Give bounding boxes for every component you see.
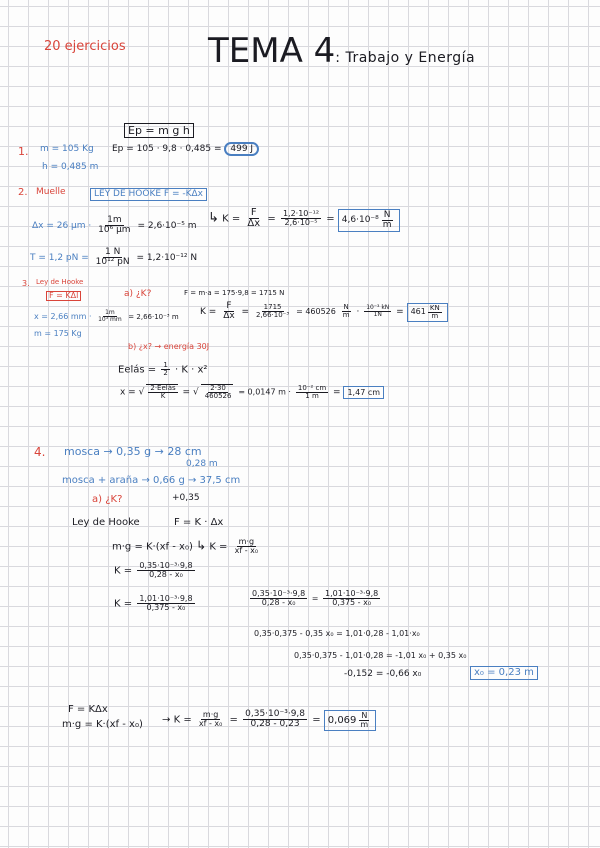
ex2-k-eq2: = — [326, 213, 335, 225]
ex3-law-box: F = KΔl — [46, 291, 81, 301]
ex3-e-half-num: 1 — [163, 361, 168, 369]
ex3-x2-root2 — [201, 384, 234, 400]
ex4-mosca-arana: mosca + araña → 0,66 g → 37,5 cm — [62, 475, 241, 486]
ex2-k-v-num: 1,2·10⁻¹² — [282, 209, 320, 218]
final-result: 0,069 — [327, 714, 357, 726]
ex4-number: 4. — [34, 445, 46, 459]
final-res-unit-num: N — [361, 711, 368, 720]
ex1-number: 1. — [18, 145, 29, 158]
ex3-x-calculation: x = √ $\frac{\text{2·Eelás}}{K}$ = √ $\frac{2\cdot 30}{460526}$ = 0,0147 m · $\frac{\text{10⁻² cm}}{1 m}$ = 1,47 cm — [120, 384, 384, 400]
ex2-T-num: 1 N — [104, 247, 121, 257]
final-line1: F = KΔx — [68, 704, 108, 715]
ex2-k-eq1: = — [267, 213, 276, 225]
ex4-eq1-k-num: m·g — [238, 537, 255, 546]
ex4-hooke-label: Ley de Hooke — [72, 517, 140, 528]
ex3-x-lhs: x = 2,66 mm · — [34, 312, 92, 321]
ex3-x2-sq2-num: 2·30 — [210, 384, 226, 392]
ex4-eq1-lhs: m·g = K·(xf - x₀) — [112, 541, 193, 553]
ex2-k-f-den: Δx — [247, 218, 261, 229]
ex3-x-result: = 2,66·10⁻³ m — [128, 313, 179, 321]
ex4-sys-l-num: 0,35·10⁻³·9,8 — [252, 589, 306, 598]
ex3-x2-result: 1,47 cm — [343, 386, 384, 399]
ex2-k-unit — [381, 211, 394, 230]
ex2-dx-lhs: Δx = 26 μm · — [32, 221, 92, 231]
ex2-T-den: 10¹² pN — [95, 257, 130, 267]
final-k-den: xf - x₀ — [198, 719, 223, 728]
ex2-dx-num: 1m — [107, 215, 122, 225]
final-k-values — [243, 710, 307, 729]
ex2-k-lhs: K = — [222, 213, 241, 225]
final-result-unit — [358, 712, 370, 729]
ex3-x2-sq2-den: 460526 — [204, 392, 232, 400]
ex3-x2-sq1-num: 2·Eelás — [150, 384, 176, 392]
ex2-dx-result: = 2,6·10⁻⁵ m — [137, 221, 197, 231]
ex4-eq2-den: 0,28 - x₀ — [149, 570, 183, 579]
ex2-arrow: ↳ — [208, 210, 219, 226]
ex3-x2-eq: = — [182, 387, 191, 398]
ex4-difference: +0,35 — [172, 493, 200, 503]
ex2-k-calculation — [208, 208, 400, 232]
ex3-x-factor — [96, 310, 124, 323]
ex3-x2-sq1-den: K — [160, 392, 166, 400]
ex2-dx-factor — [96, 216, 132, 235]
ex4-question-a: a) ¿K? — [92, 494, 123, 505]
ex3-x2-mid: = 0,0147 m · — [238, 387, 291, 397]
ex3-k-result-unit — [428, 305, 442, 320]
ex2-k-unit-num: N — [383, 209, 391, 220]
ex4-sys-r-num: 1,01·10⁻³·9,8 — [325, 589, 379, 598]
ex3-e-half — [161, 362, 169, 377]
ex3-k-conv-den: 1N — [373, 311, 382, 318]
ex4-mosca: mosca → 0,35 g → 28 cm — [64, 445, 202, 458]
ex2-k-f-num: F — [250, 207, 257, 218]
ex4-eq1-arrow: ↳ — [196, 538, 207, 553]
ex3-x-den: 10³ mm — [98, 316, 122, 323]
ex4-hooke-law: F = K · Δx — [174, 517, 224, 528]
ex3-k-conversion — [364, 305, 391, 318]
ex3-e-lhs: Eelás = — [118, 364, 157, 376]
ex1-calc-text: Ep = 105 · 9,8 · 0,485 = — [112, 144, 222, 154]
final-v-num: 0,35·10⁻³·9,8 — [245, 709, 306, 719]
final-res-unit-den: m — [360, 720, 369, 729]
ex4-eq2-fraction — [137, 562, 194, 579]
ex1-mass: m = 105 Kg — [40, 144, 94, 154]
ex2-k-v-den: 2,6·10⁻⁵ — [284, 218, 318, 227]
ep-formula-box: Ep = m g h — [124, 123, 194, 138]
ex4-sys-r-den: 0,375 - x₀ — [332, 598, 372, 607]
ex3-x2-conv-den: 1 m — [305, 391, 319, 400]
ex4-eq3-lhs: K = — [114, 598, 133, 610]
ex1-height: h = 0,485 m — [42, 162, 99, 172]
ex4-system — [248, 590, 382, 607]
ex4-mosca-m: 0,28 m — [186, 459, 218, 469]
ex4-eq1-k-den: xf - x₀ — [234, 546, 259, 555]
ex3-question-a: a) ¿K? — [124, 289, 152, 299]
ex4-eq1-k: K = — [209, 541, 228, 553]
ex4-eq1-fraction — [233, 538, 260, 555]
ex3-x-num: 1m — [105, 309, 115, 316]
ex4-eq3-num: 1,01·10⁻³·9,8 — [139, 594, 193, 603]
ex3-k-res-unit-num: KN — [429, 303, 440, 312]
ex2-T-lhs: T = 1,2 pN = — [30, 253, 89, 263]
ex4-sys-l-den: 0,28 - x₀ — [261, 598, 296, 607]
final-arrow: → — [162, 714, 171, 726]
ex4-eq2-num: 0,35·10⁻³·9,8 — [139, 561, 193, 570]
ex2-T-result: = 1,2·10⁻¹² N — [136, 253, 198, 263]
ex2-k-unit-den: m — [382, 219, 392, 230]
final-k-lhs: K = — [173, 714, 192, 726]
ex3-e-half-den: 2 — [163, 369, 168, 377]
ex3-k-result: 461 — [410, 307, 426, 316]
ex3-k-mid: = 460526 — [296, 307, 336, 316]
ex3-k-f-den: Δx — [223, 311, 235, 321]
ex4-step2: 0,35·0,375 - 1,01·0,28 = -1,01 x₀ + 0,35 x₀ — [294, 651, 467, 660]
ex3-k-lhs: K = — [200, 307, 217, 317]
ex4-eq1 — [112, 538, 262, 555]
final-line2: m·g = K·(xf - x₀) — [62, 719, 143, 730]
ex3-k-mid-unit-den: m — [342, 311, 350, 319]
ex3-x2-conv-num: 10⁻² cm — [297, 383, 327, 392]
ex4-eq2-lhs: K = — [114, 565, 133, 577]
ex1-calculation — [112, 145, 259, 154]
ex2-k-formula — [245, 208, 262, 229]
ex2-k-values — [281, 210, 321, 227]
final-res-eq: = — [312, 714, 321, 726]
ex4-sys-left — [250, 590, 307, 607]
final-k-formula — [197, 711, 224, 728]
final-k-num: m·g — [202, 710, 219, 719]
exercise-count-note: 20 ejercicios — [44, 39, 126, 54]
ex4-eq3-fraction — [137, 595, 194, 612]
ex2-k-result-box — [338, 209, 400, 232]
ex3-mass: m = 175 Kg — [34, 329, 82, 338]
ex4-sys-right — [323, 590, 380, 607]
ex3-elastic-energy — [118, 362, 207, 377]
ex4-sys-eq: = — [311, 594, 319, 603]
ex1-result: 499 J — [224, 142, 259, 156]
ex3-k-mid-unit — [341, 304, 352, 319]
ex2-k-result: 4,6·10⁻⁸ — [341, 214, 379, 225]
ex3-x2-lhs: x = — [120, 387, 136, 398]
ex3-k-mid-unit-num: N — [343, 303, 349, 311]
ex3-label: Ley de Hooke — [36, 278, 84, 286]
ex3-x2-conversion — [296, 385, 328, 400]
ex3-number: 3. — [22, 279, 30, 288]
final-result-box — [324, 710, 376, 731]
page-title — [208, 31, 476, 71]
ex4-step3: -0,152 = -0,66 x₀ — [344, 669, 422, 679]
ex3-force: F = m·a = 175·9,8 = 1715 N — [184, 289, 285, 297]
ex4-eq3-den: 0,375 - x₀ — [146, 603, 186, 612]
ex3-k-v-num: 1715 — [263, 303, 282, 311]
final-v-eq: = — [229, 714, 238, 726]
ex2-T-factor — [94, 248, 132, 267]
ex2-dx-den: 10⁶ μm — [98, 225, 131, 235]
ex4-eq2 — [114, 562, 197, 579]
ex4-x0-result: x₀ = 0,23 m — [470, 666, 538, 680]
ex3-x2-root1 — [146, 384, 177, 400]
ex2-hooke-law-box: LEY DE HOOKE F = -KΔx — [90, 188, 207, 201]
page-title-subject: : Trabajo y Energía — [335, 50, 476, 66]
final-k-calculation — [162, 710, 376, 731]
ex3-k-formula — [221, 302, 236, 321]
ex2-label: Muelle — [36, 187, 66, 197]
ex2-number: 2. — [18, 187, 28, 198]
ex3-k-res-unit-den: m — [431, 311, 439, 320]
ex4-eq3 — [114, 595, 197, 612]
ex3-k-conv-num: 10⁻³ kN — [366, 304, 390, 311]
ex3-k-result-box — [407, 303, 448, 322]
ex3-k-values — [254, 304, 291, 319]
final-v-den: 0,28 - 0,23 — [250, 719, 300, 729]
ex2-T-conversion — [30, 248, 197, 267]
ex3-k-v-den: 2,66·10⁻³ — [255, 311, 290, 319]
ex3-k-f-num: F — [226, 301, 232, 311]
ex3-k-calculation: K = $\frac{F}{\Delta x}$ = $\frac{1715}{\text{2,66·10⁻³}}$ = 460526 $\frac{N}{m}$ · $\frac{\text{10⁻³ kN}}{1N}$ = 461 $\frac{KN}{m}$ — [200, 302, 448, 322]
ex4-step1: 0,35·0,375 - 0,35 x₀ = 1,01·0,28 - 1,01·x₀ — [254, 629, 420, 638]
ex3-question-b: b) ¿x? → energía 30J — [128, 342, 210, 351]
ex3-x-conversion — [34, 310, 179, 323]
page-title-tema: TEMA 4 — [208, 31, 336, 71]
ex3-e-rest: · K · x² — [175, 364, 208, 376]
ex2-dx-conversion — [32, 216, 196, 235]
